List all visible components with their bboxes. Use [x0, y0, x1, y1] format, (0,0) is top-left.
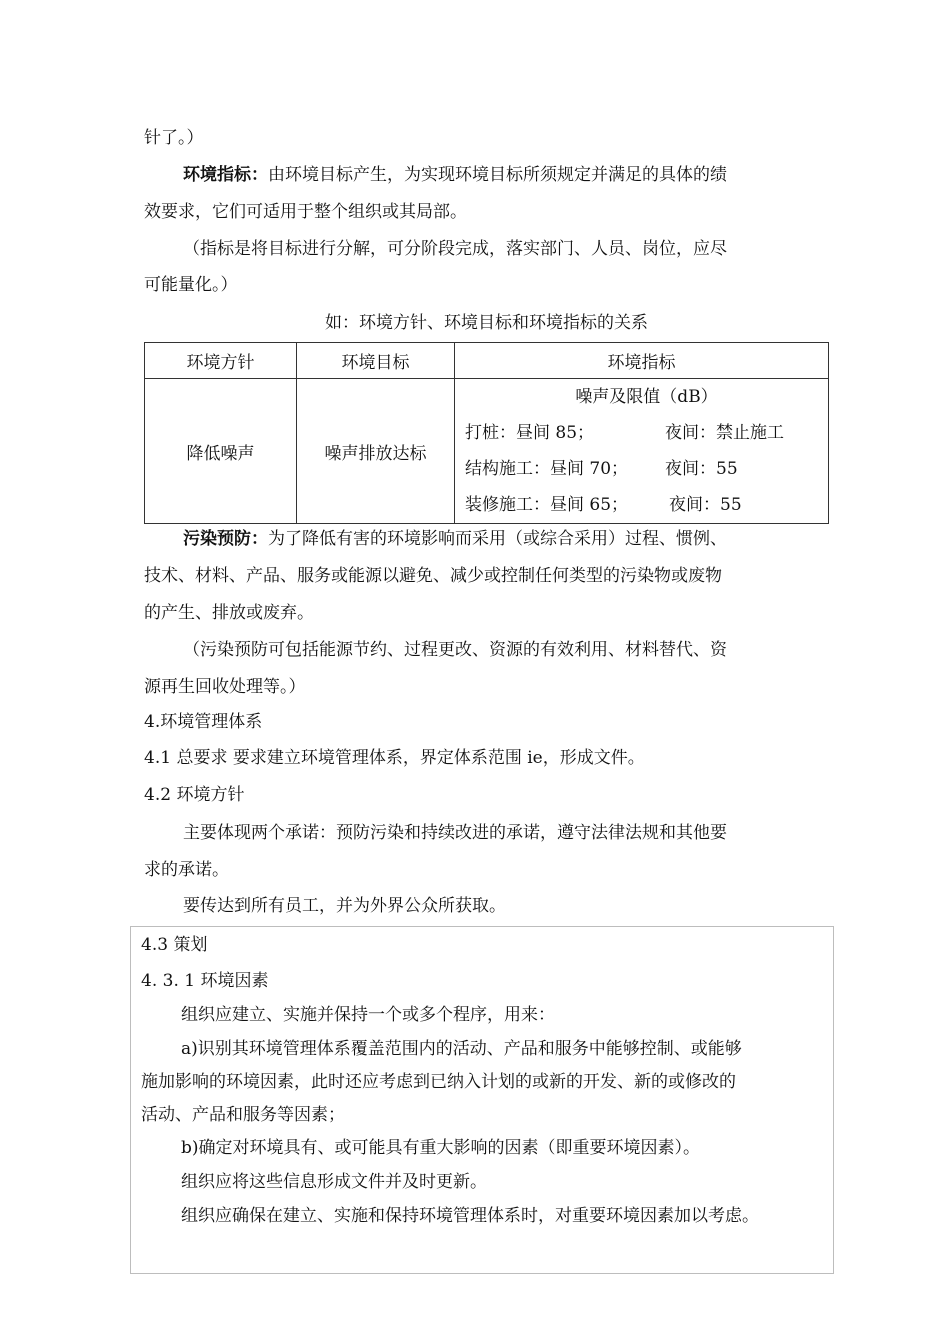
text-line: 组织应将这些信息形成文件并及时更新。 [181, 1172, 487, 1192]
text-line: 效要求，它们可适用于整个组织或其局部。 [144, 202, 467, 222]
note-line: （指标是将目标进行分解，可分阶段完成，落实部门、人员、岗位，应尽 [183, 239, 727, 259]
text-line: 活动、产品和服务等因素； [141, 1105, 345, 1125]
text-line: 的产生、排放或废弃。 [144, 603, 314, 623]
night-limit: 夜间：55 [665, 459, 738, 479]
indicator-row [465, 451, 828, 487]
indicator-cell [455, 379, 829, 524]
text-line: 主要体现两个承诺：预防污染和持续改进的承诺，遵守法律法规和其他要 [183, 823, 727, 843]
indicator-row [465, 487, 828, 523]
day-limit: 结构施工：昼间 70； [465, 459, 629, 479]
day-limit: 打桩：昼间 85； [465, 423, 595, 443]
header-cell: 环境指标 [455, 343, 829, 379]
section-heading: 4.3 策划 [141, 935, 208, 955]
section-line: 4.1 总要求 要求建立环境管理体系，界定体系范围 ie，形成文件。 [144, 748, 645, 768]
definition-text: 由环境目标产生，为实现环境目标所须规定并满足的具体的绩 [268, 165, 727, 185]
note-line: （污染预防可包括能源节约、过程更改、资源的有效利用、材料替代、资 [183, 640, 727, 660]
policy-cell: 降低噪声 [145, 379, 297, 524]
table-caption: 如：环境方针、环境目标和环境指标的关系 [325, 313, 648, 333]
text-line: 技术、材料、产品、服务或能源以避免、减少或控制任何类型的污染物或废物 [144, 566, 722, 586]
list-item-a: a)识别其环境管理体系覆盖范围内的活动、产品和服务中能够控制、或能够 [181, 1039, 742, 1059]
objective-cell: 噪声排放达标 [297, 379, 455, 524]
text-line: 针了。） [144, 128, 204, 148]
text-line: 组织应确保在建立、实施和保持环境管理体系时，对重要环境因素加以考虑。 [181, 1206, 759, 1226]
text-line: 要传达到所有员工，并为外界公众所获取。 [183, 896, 506, 916]
section-heading: 4.环境管理体系 [144, 712, 263, 732]
table-row [145, 379, 829, 524]
relationship-table [144, 342, 829, 524]
subsection-heading: 4. 3. 1 环境因素 [141, 971, 269, 991]
term-label: 环境指标： [183, 165, 268, 185]
text-line: 施加影响的环境因素，此时还应考虑到已纳入计划的或新的开发、新的或修改的 [141, 1072, 736, 1092]
section-heading: 4.2 环境方针 [144, 785, 245, 805]
definition-text: 为了降低有害的环境影响而采用（或综合采用）过程、惯例、 [268, 529, 727, 549]
paragraph-pollution-prevention [183, 528, 727, 550]
header-cell: 环境方针 [145, 343, 297, 379]
indicator-title: 噪声及限值（dB） [575, 387, 718, 407]
text-line: 组织应建立、实施并保持一个或多个程序，用来： [181, 1005, 555, 1025]
text-line: 求的承诺。 [144, 860, 229, 880]
table-header-row [145, 343, 829, 379]
night-limit: 夜间：禁止施工 [665, 423, 784, 443]
indicator-row [465, 415, 828, 451]
note-line: 可能量化。） [144, 275, 238, 295]
paragraph-env-indicator [183, 164, 727, 186]
night-limit: 夜间：55 [669, 495, 742, 515]
day-limit: 装修施工：昼间 65； [465, 495, 629, 515]
note-line: 源再生回收处理等。） [144, 677, 306, 697]
term-label: 污染预防： [183, 529, 268, 549]
list-item-b: b)确定对环境具有、或可能具有重大影响的因素（即重要环境因素）。 [181, 1138, 701, 1158]
header-cell: 环境目标 [297, 343, 455, 379]
